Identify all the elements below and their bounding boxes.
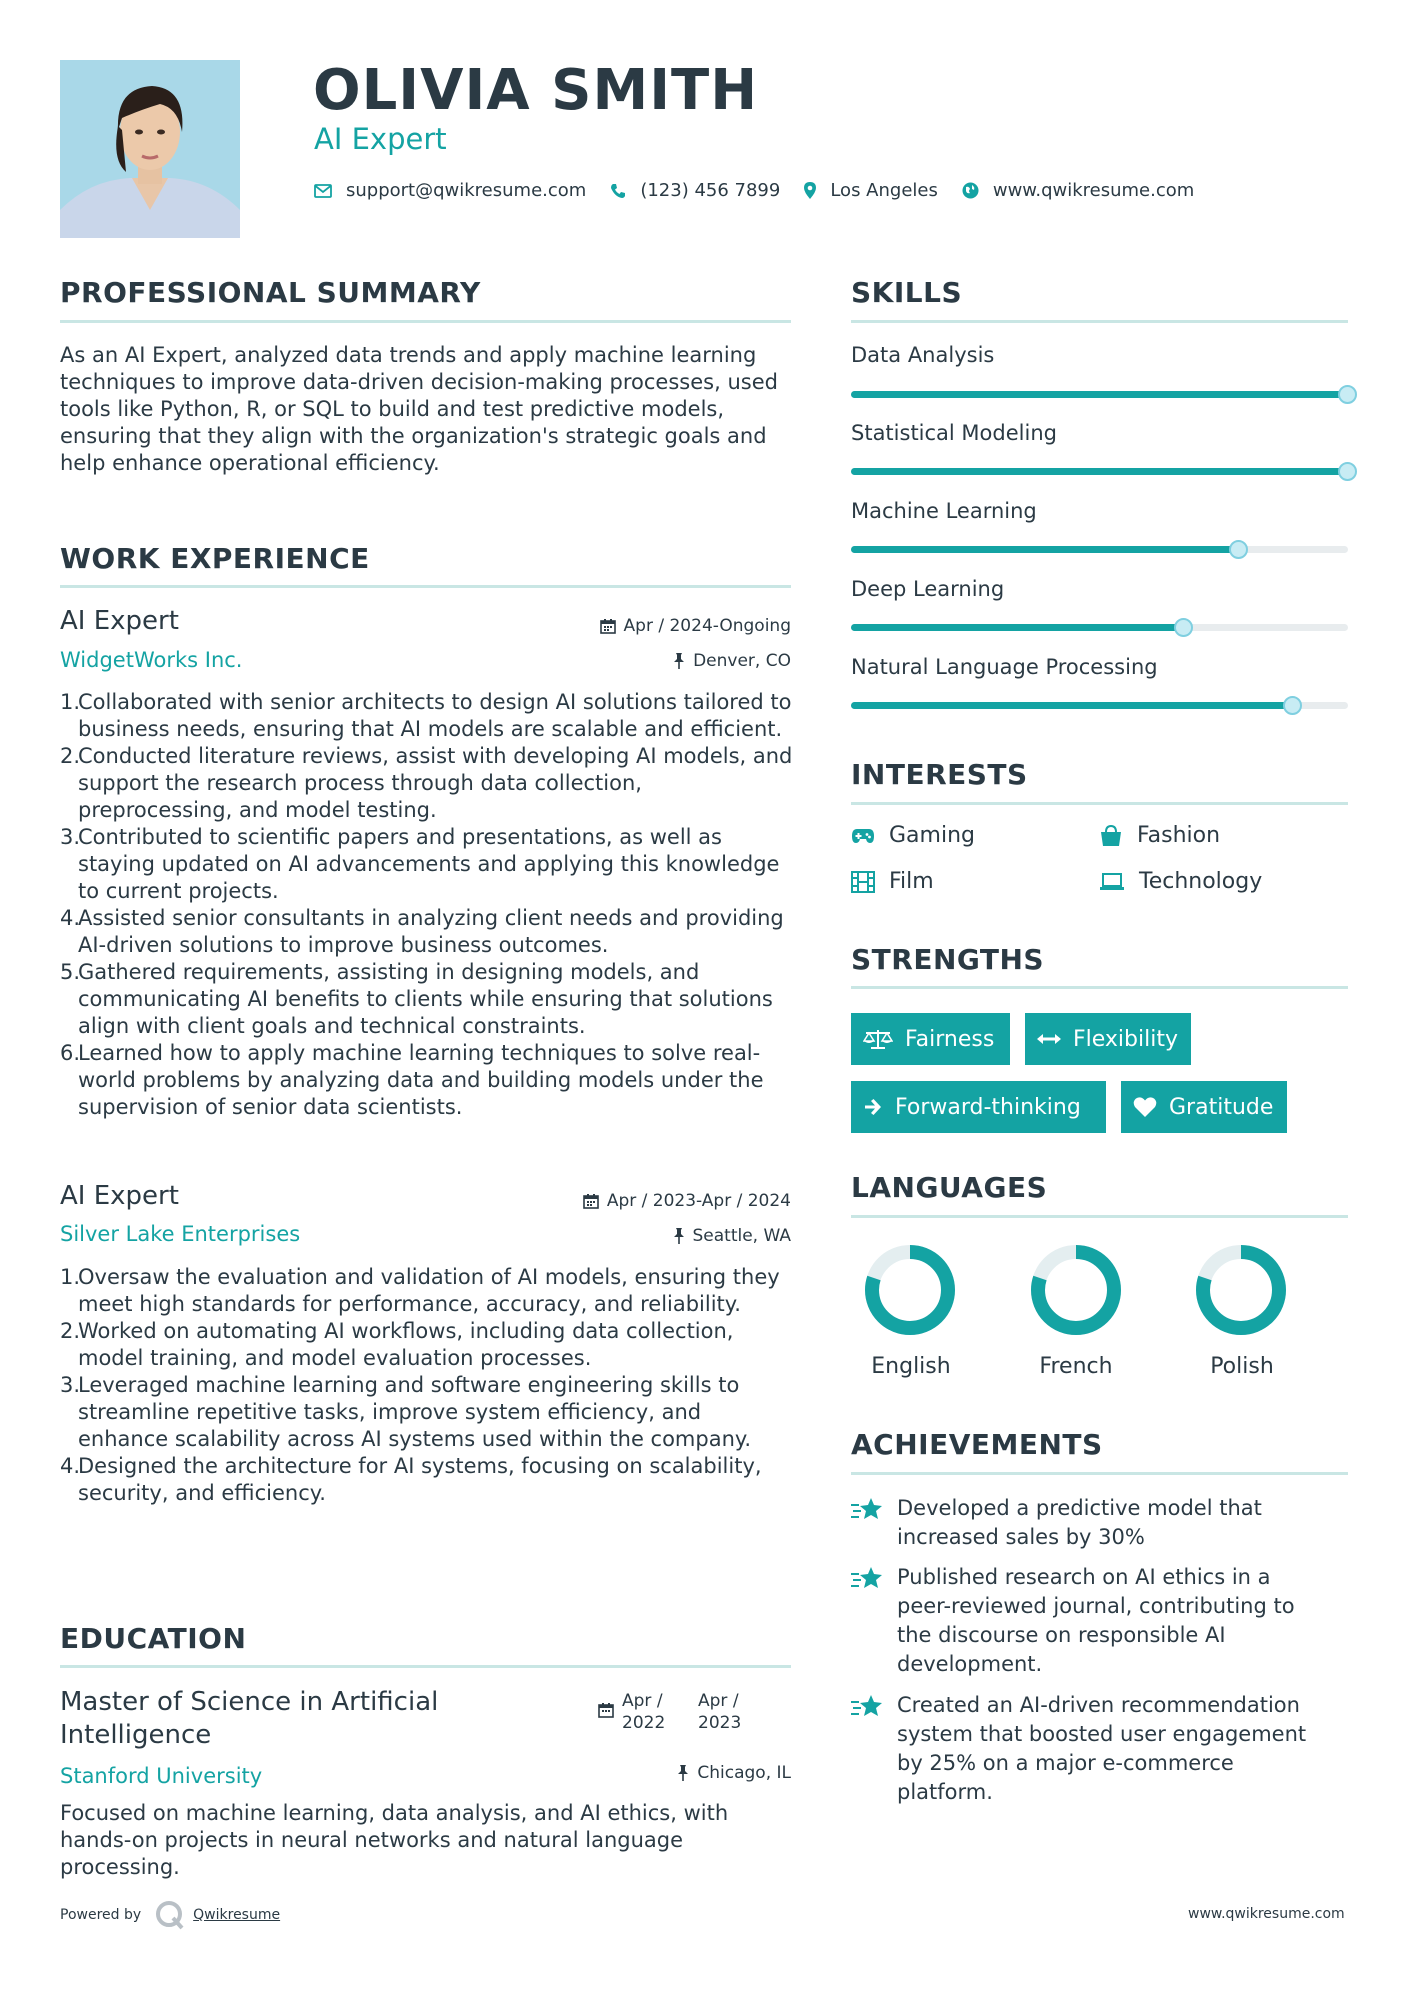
job-title: AI Expert [60, 1181, 179, 1211]
skill-label: Statistical Modeling [851, 421, 1057, 445]
list-item: Oversaw the evaluation and validation of AI models, ensuring they meet high standards for performance, accuracy, and reliability. [78, 1265, 780, 1316]
interest-item [1099, 869, 1262, 894]
strength-badge [851, 1013, 1010, 1065]
language-gauge [855, 1240, 965, 1344]
job-company: WidgetWorks Inc. [60, 648, 243, 672]
shooting-star-icon [851, 1496, 883, 1522]
calendar-icon [583, 1193, 599, 1209]
education-description: Focused on machine learning, data analysis, and AI ethics, with hands-on projects in neural networks and natural language processing. [60, 1801, 729, 1879]
skill-bar [851, 468, 1348, 475]
experience-heading: WORK EXPERIENCE [60, 542, 370, 575]
shopping-bag-icon [1099, 825, 1123, 847]
skill-bar-fill [851, 391, 1348, 398]
summary-heading: PROFESSIONAL SUMMARY [60, 276, 481, 309]
education-divider [60, 1665, 791, 1668]
footer-website[interactable]: www.qwikresume.com [1188, 1906, 1345, 1922]
qwikresume-logo-icon [155, 1900, 185, 1930]
contact-email[interactable] [314, 180, 586, 201]
interest-label: Gaming [889, 823, 975, 848]
interest-item [851, 823, 975, 848]
strength-label: Flexibility [1073, 1026, 1178, 1052]
degree-title: Master of Science in Artificial Intelligence [60, 1687, 439, 1750]
arrow-right-icon [863, 1097, 883, 1117]
education-end: Apr / 2023 [698, 1691, 742, 1733]
education-location-text: Chicago, IL [697, 1763, 791, 1783]
gamepad-icon [851, 828, 875, 844]
achievement-item [851, 1691, 1327, 1807]
skill-bar-knob [1174, 618, 1193, 637]
job-dates-text: Apr / 2024-Ongoing [623, 616, 791, 636]
contact-bar [314, 180, 1218, 201]
powered-by-label: Powered by [60, 1907, 142, 1923]
list-item: Worked on automating AI workflows, including data collection, model training, and model evaluation processes. [78, 1319, 734, 1370]
interest-label: Film [889, 869, 934, 894]
laptop-icon [1099, 873, 1125, 891]
achievement-text: Developed a predictive model that increased sales by 30% [897, 1496, 1262, 1549]
language-ring [1191, 1240, 1291, 1340]
calendar-icon [600, 618, 616, 634]
strength-badge [1121, 1081, 1287, 1133]
skill-bar [851, 624, 1348, 631]
achievements-heading: ACHIEVEMENTS [851, 1428, 1103, 1461]
experience-divider [60, 585, 791, 588]
profile-photo [60, 60, 240, 238]
job-company: Silver Lake Enterprises [60, 1222, 301, 1246]
list-item: Assisted senior consultants in analyzing client needs and providing AI-driven solutions to improve business outcomes. [78, 906, 784, 957]
interests-heading: INTERESTS [851, 758, 1028, 791]
skill-bar-knob [1338, 462, 1357, 481]
contact-phone[interactable] [610, 180, 780, 201]
skill-label: Natural Language Processing [851, 655, 1158, 679]
education-location [677, 1763, 791, 1783]
envelope-icon [314, 184, 332, 198]
interests-divider [851, 802, 1348, 805]
language-ring [1026, 1240, 1126, 1340]
skill-bar [851, 702, 1348, 709]
skill-bar-fill [851, 468, 1348, 475]
school-name: Stanford University [60, 1764, 263, 1788]
pushpin-icon [673, 653, 685, 669]
strength-badge [1025, 1013, 1191, 1065]
contact-email-text: support@qwikresume.com [346, 180, 587, 201]
skill-bar [851, 391, 1348, 398]
job-duties-list [60, 689, 795, 1121]
contact-location [804, 180, 938, 201]
portrait-image [60, 60, 240, 238]
language-label: Polish [1210, 1354, 1274, 1379]
contact-phone-text: (123) 456 7899 [640, 180, 781, 201]
language-gauge [1021, 1240, 1131, 1344]
job-duties-list [60, 1264, 795, 1507]
languages-divider [851, 1215, 1348, 1218]
skill-label: Deep Learning [851, 577, 1005, 601]
achievement-text: Published research on AI ethics in a peer-reviewed journal, contributing to the discourse on responsible AI development. [897, 1565, 1295, 1676]
list-item: Leveraged machine learning and software engineering skills to streamline repetitive tasks, improve system efficiency, and enhance scalability across AI systems used within the company. [78, 1373, 752, 1451]
achievement-text: Created an AI-driven recommendation system that boosted user engagement by 25% on a major e-commerce platform. [897, 1693, 1307, 1804]
languages-heading: LANGUAGES [851, 1171, 1048, 1204]
skill-bar-fill [851, 624, 1184, 631]
job-location-text: Seattle, WA [692, 1226, 791, 1246]
interest-item [851, 869, 934, 894]
skill-label: Data Analysis [851, 343, 995, 367]
skill-bar-fill [851, 546, 1239, 553]
achievement-item [851, 1563, 1327, 1679]
job-location [673, 651, 791, 671]
achievement-item [851, 1494, 1327, 1552]
skill-label: Machine Learning [851, 499, 1037, 523]
candidate-title: AI Expert [314, 122, 447, 156]
interest-item [1099, 823, 1220, 848]
list-item: Designed the architecture for AI systems, focusing on scalability, security, and efficiency. [78, 1454, 762, 1505]
map-pin-icon [804, 182, 816, 199]
skill-bar-knob [1229, 540, 1248, 559]
job-location-text: Denver, CO [693, 651, 791, 671]
strengths-divider [851, 986, 1348, 989]
list-item: Contributed to scientific papers and presentations, as well as staying updated on AI advancements and applying this knowledge to current projects. [78, 825, 780, 903]
calendar-icon [598, 1702, 614, 1718]
job-location [673, 1226, 792, 1246]
shooting-star-icon [851, 1565, 883, 1591]
arrows-horizontal-icon [1037, 1033, 1061, 1045]
list-item: Collaborated with senior architects to design AI solutions tailored to business needs, ensuring that AI models are scalable and efficient. [78, 690, 792, 741]
job-dates-text: Apr / 2023-Apr / 2024 [606, 1191, 791, 1211]
job-dates [583, 1191, 791, 1211]
brand-link[interactable]: Qwikresume [193, 1907, 281, 1923]
skill-bar-knob [1338, 385, 1357, 404]
strength-badge [851, 1081, 1106, 1133]
list-item: Learned how to apply machine learning techniques to solve real-world problems by analyzing data and building models under the supervision of senior data scientists. [78, 1041, 764, 1119]
strength-label: Fairness [905, 1026, 995, 1052]
contact-location-text: Los Angeles [830, 180, 938, 201]
candidate-name: OLIVIA SMITH [313, 58, 759, 123]
footer-powered-by [60, 1900, 280, 1930]
job-dates [600, 616, 791, 636]
job-title: AI Expert [60, 606, 179, 636]
language-ring [860, 1240, 960, 1340]
balance-scale-icon [863, 1028, 893, 1050]
interest-label: Technology [1139, 869, 1263, 894]
language-label: French [1039, 1354, 1113, 1379]
list-item: Conducted literature reviews, assist with developing AI models, and support the research process through data collection, preprocessing, and model testing. [78, 744, 793, 822]
pushpin-icon [677, 1765, 689, 1781]
language-gauge [1186, 1240, 1296, 1344]
film-icon [851, 871, 875, 893]
skill-bar-knob [1283, 696, 1302, 715]
education-dates [598, 1690, 750, 1734]
strength-label: Forward-thinking [895, 1094, 1081, 1120]
language-label: English [871, 1354, 951, 1379]
contact-website[interactable] [962, 180, 1194, 201]
strengths-heading: STRENGTHS [851, 943, 1045, 976]
summary-divider [60, 320, 791, 323]
pushpin-icon [673, 1228, 685, 1244]
heart-icon [1133, 1096, 1157, 1118]
education-start: Apr / 2022 [622, 1691, 666, 1733]
contact-website-text: www.qwikresume.com [992, 180, 1195, 201]
list-item: Gathered requirements, assisting in designing models, and communicating AI benefits to clients while ensuring that solutions align with client goals and technical constraints. [78, 960, 773, 1038]
summary-text: As an AI Expert, analyzed data trends and apply machine learning techniques to improve data-driven decision-making processes, used tools like Python, R, or SQL to build and test predictive models, ensuring that they align with the organization's strategic goals and help enhance operational efficiency. [60, 343, 778, 475]
shooting-star-icon [851, 1693, 883, 1719]
globe-icon [962, 182, 979, 199]
skills-divider [851, 320, 1348, 323]
achievements-divider [851, 1472, 1348, 1475]
education-heading: EDUCATION [60, 1622, 247, 1655]
skill-bar [851, 546, 1348, 553]
skills-heading: SKILLS [851, 276, 963, 309]
phone-icon [610, 183, 626, 199]
interest-label: Fashion [1137, 823, 1221, 848]
skill-bar-fill [851, 702, 1293, 709]
strength-label: Gratitude [1169, 1094, 1274, 1120]
